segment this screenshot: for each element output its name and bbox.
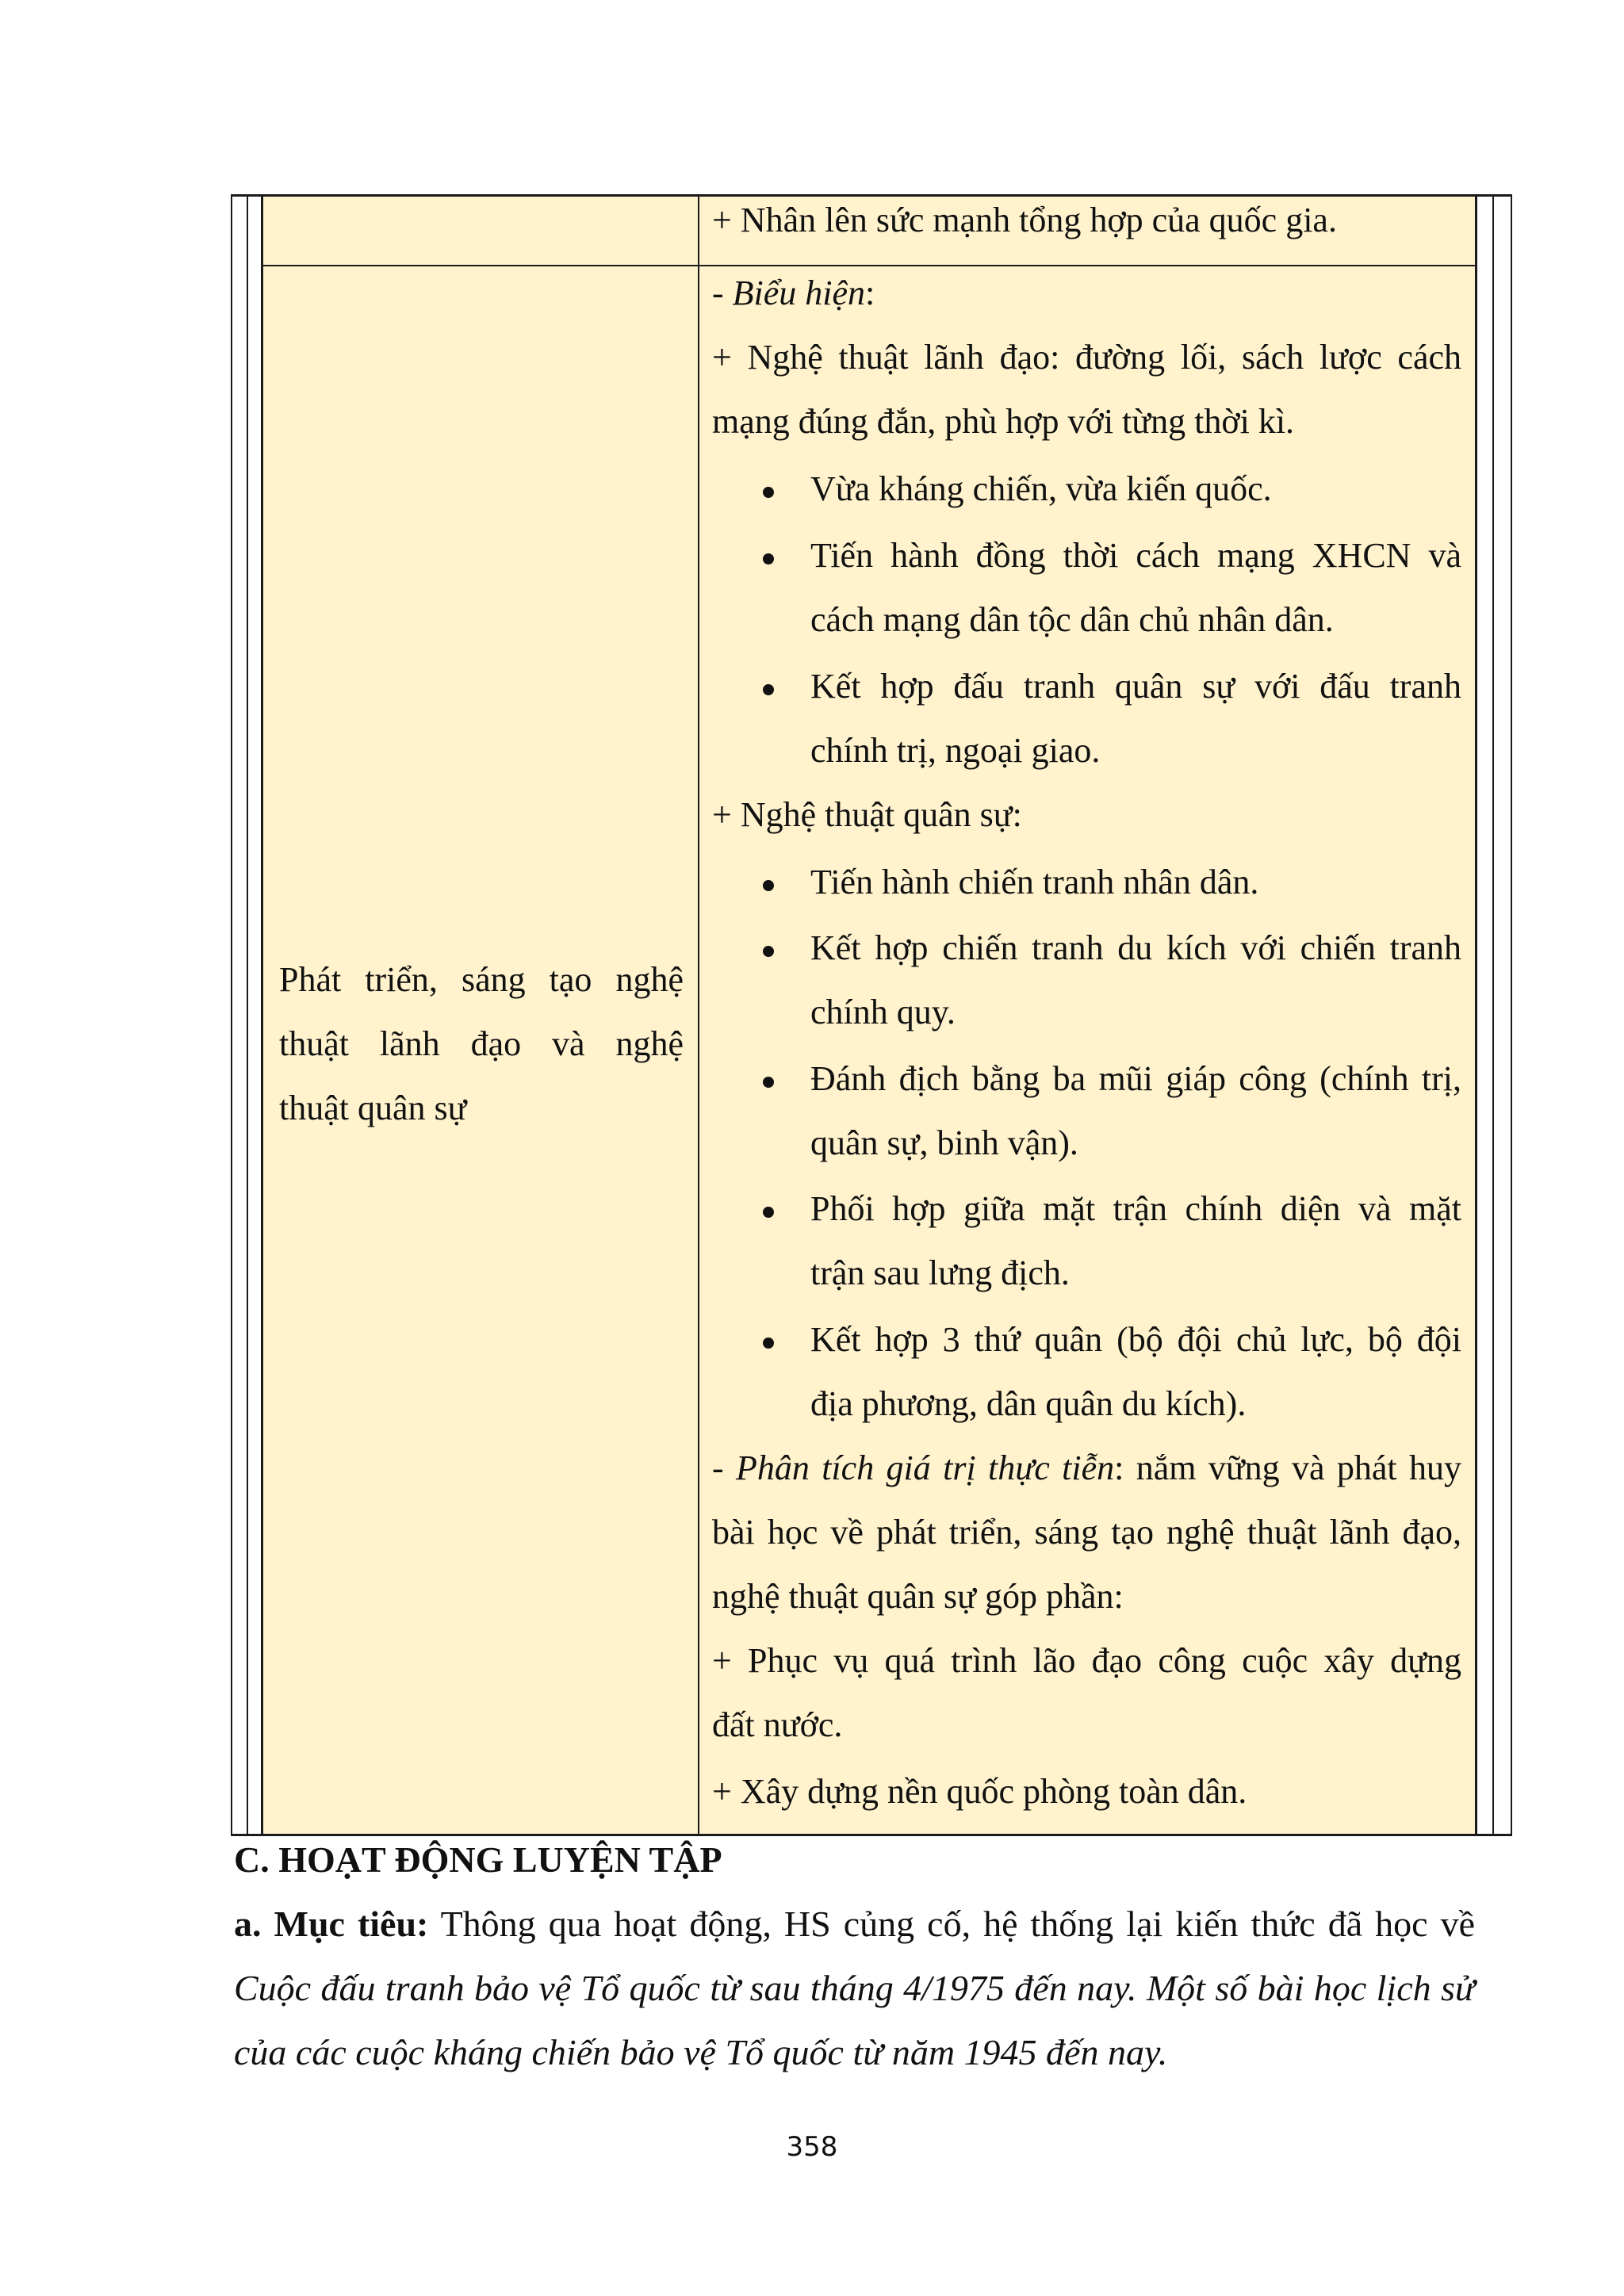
- phuc-vu-line-1: + Phục vụ quá trình lão đạo công cuộc xây dựng: [712, 1641, 1461, 1680]
- left-cell-line-3: thuật quân sự: [279, 1089, 467, 1127]
- lanh-dao-bullet-2a: Tiến hành đồng thời cách mạng XHCN và: [810, 536, 1461, 575]
- bullet-icon: [763, 487, 774, 498]
- quan-su-bullet-2a: Kết hợp chiến tranh du kích với chiến tranh: [810, 928, 1461, 967]
- lanh-dao-bullet-3a: Kết hợp đấu tranh quân sự với đấu tranh: [810, 667, 1461, 706]
- table-cell-r1-left: [262, 196, 699, 266]
- quan-su-bullet-3a: Đánh địch bằng ba mũi giáp công (chính trị,: [810, 1059, 1461, 1098]
- bieu-hien-heading: [712, 270, 875, 317]
- quan-su-bullet-4b: trận sau lưng địch.: [810, 1253, 1070, 1292]
- phan-tich-label: - Phân tích giá trị thực tiễn: [712, 1448, 1115, 1487]
- bullet-icon: [763, 1077, 774, 1088]
- quan-su-bullet-5b: địa phương, dân quân du kích).: [810, 1384, 1247, 1423]
- quan-su-bullet-4a: Phối hợp giữa mặt trận chính diện và mặt: [810, 1189, 1461, 1228]
- lanh-dao-line-1: + Nghệ thuật lãnh đạo: đường lối, sách lược cách: [712, 338, 1461, 377]
- bullet-icon: [763, 1337, 774, 1349]
- bieu-hien-colon: :: [865, 274, 875, 312]
- phan-tich-line-1: [712, 1445, 1461, 1492]
- bullet-icon: [763, 880, 774, 891]
- quan-su-heading: + Nghệ thuật quân sự:: [712, 795, 1022, 834]
- phuc-vu-line-2: đất nước.: [712, 1705, 843, 1744]
- section-heading: C. HOẠT ĐỘNG LUYỆN TẬP: [234, 1839, 722, 1880]
- left-cell-line-1: Phát triển, sáng tạo nghệ: [279, 960, 684, 999]
- lanh-dao-bullet-1: Vừa kháng chiến, vừa kiến quốc.: [810, 469, 1272, 508]
- muc-tieu-line-3: của các cuộc kháng chiến bảo vệ Tổ quốc từ năm 1945 đến nay.: [234, 2032, 1168, 2072]
- phan-tich-rest: : nắm vững và phát huy: [1114, 1448, 1461, 1487]
- bieu-hien-label: - Biểu hiện: [712, 274, 866, 312]
- muc-tieu-line-1: [234, 1900, 1475, 1948]
- lanh-dao-line-2: mạng đúng đắn, phù hợp với từng thời kì.: [712, 402, 1295, 441]
- phan-tich-line-2: bài học về phát triển, sáng tạo nghệ thuật lãnh đạo,: [712, 1513, 1461, 1552]
- page-number: 358: [786, 2131, 838, 2163]
- muc-tieu-label: a. Mục tiêu:: [234, 1904, 429, 1944]
- muc-tieu-text: Thông qua hoạt động, HS củng cố, hệ thống lại kiến thức đã học về: [428, 1904, 1475, 1944]
- phan-tich-line-3: nghệ thuật quân sự góp phần:: [712, 1577, 1124, 1616]
- muc-tieu-line-2: Cuộc đấu tranh bảo vệ Tổ quốc từ sau tháng 4/1975 đến nay. Một số bài học lịch sử: [234, 1968, 1475, 2008]
- quan-su-bullet-1: Tiến hành chiến tranh nhân dân.: [810, 863, 1259, 901]
- lanh-dao-bullet-2b: cách mạng dân tộc dân chủ nhân dân.: [810, 600, 1334, 639]
- bullet-icon: [763, 684, 774, 695]
- bullet-icon: [763, 1207, 774, 1218]
- bullet-icon: [763, 946, 774, 957]
- bullet-icon: [763, 553, 774, 564]
- left-cell-line-2: thuật lãnh đạo và nghệ: [279, 1024, 684, 1063]
- row1-text-line: + Nhân lên sức mạnh tổng hợp của quốc gia.: [712, 201, 1337, 239]
- quan-su-bullet-2b: chính quy.: [810, 993, 956, 1031]
- xay-dung-line: + Xây dựng nền quốc phòng toàn dân.: [712, 1772, 1247, 1811]
- lanh-dao-bullet-3b: chính trị, ngoại giao.: [810, 731, 1101, 770]
- quan-su-bullet-3b: quân sự, binh vận).: [810, 1123, 1078, 1162]
- quan-su-bullet-5a: Kết hợp 3 thứ quân (bộ đội chủ lực, bộ đội: [810, 1320, 1461, 1359]
